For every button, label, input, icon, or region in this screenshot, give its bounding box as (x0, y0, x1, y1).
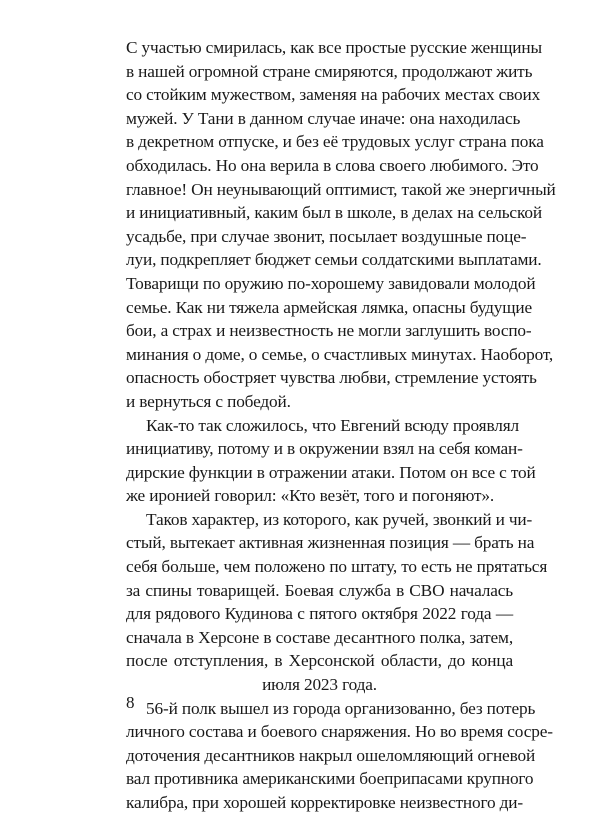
text-line: в декретном отпуске, и без её трудовых услуг страна пока (126, 132, 544, 152)
text-line: со стойким мужеством, заменяя на рабочих местах своих (126, 85, 541, 105)
text-line: личного состава и боевого снаряжения. Но во время сосре- (126, 722, 553, 742)
text-line: опасность обостряет чувства любви, стремление устоять (126, 368, 537, 388)
text-line: главное! Он неунывающий оптимист, такой же энергичный (126, 179, 556, 199)
page-number: 8 (126, 693, 135, 712)
text-line: бои, а страх и неизвестность не могли заглушить воспо- (126, 321, 532, 341)
text-line: же иронией говорил: «Кто везёт, того и погоняют». (126, 486, 495, 506)
text-line: мужей. У Тани в данном случае иначе: она находилась (126, 108, 521, 128)
text-line: в нашей огромной стране смиряются, продолжают жить (126, 61, 533, 81)
text-line: дирские функции в отражении атаки. Потом он все с той (126, 462, 536, 482)
text-line: после отступления, в Херсонской области, до конца (126, 651, 513, 671)
text-line: и вернуться с победой. (126, 391, 291, 411)
text-line: Таков характер, из которого, как ручей, звонкий и чи- (146, 509, 533, 529)
text-line: стый, вытекает активная жизненная позиция — брать на (126, 533, 535, 553)
text-line: сначала в Херсоне в составе десантного полка, затем, (126, 627, 513, 647)
text-line: июля 2023 года. (262, 675, 377, 695)
text-line: минания о доме, о семье, о счастливых минутах. Наоборот, (126, 344, 554, 364)
text-line: Как-то так сложилось, что Евгений всюду проявлял (146, 415, 520, 435)
text-line: инициативу, потому и в окружении взял на себя коман- (126, 439, 523, 459)
text-line: семье. Как ни тяжела армейская лямка, опасны будущие (126, 297, 533, 317)
text-line: С участью смирилась, как все простые русские женщины (126, 38, 542, 57)
text-line: доточения десантников накрыл ошеломляющий огневой (126, 745, 536, 765)
text-line: луи, подкрепляет бюджет семьи солдатскими выплатами. (126, 250, 542, 270)
text-line: 56-й полк вышел из города организованно, без потерь (146, 698, 536, 718)
body-text (126, 36, 556, 815)
text-line: для рядового Кудинова с пятого октября 2022 года — (126, 604, 513, 624)
text-line: Товарищи по оружию по-хорошему завидовали молодой (126, 273, 536, 293)
text-line: себя больше, чем положено по штату, то есть не прятаться (126, 557, 548, 577)
text-line: вал противника американскими боеприпасами крупного (126, 769, 534, 789)
text-line: обходилась. Но она верила в слова своего любимого. Это (126, 155, 539, 175)
text-line: и инициативный, каким был в школе, в делах на сельской (126, 203, 542, 223)
text-line: калибра, при хорошей корректировке неизвестного ди- (126, 793, 523, 812)
text-line: за спины товарищей. Боевая служба в СВО началась (126, 580, 513, 600)
text-line: усадьбе, при случае звонит, посылает воздушные поце- (126, 226, 527, 246)
